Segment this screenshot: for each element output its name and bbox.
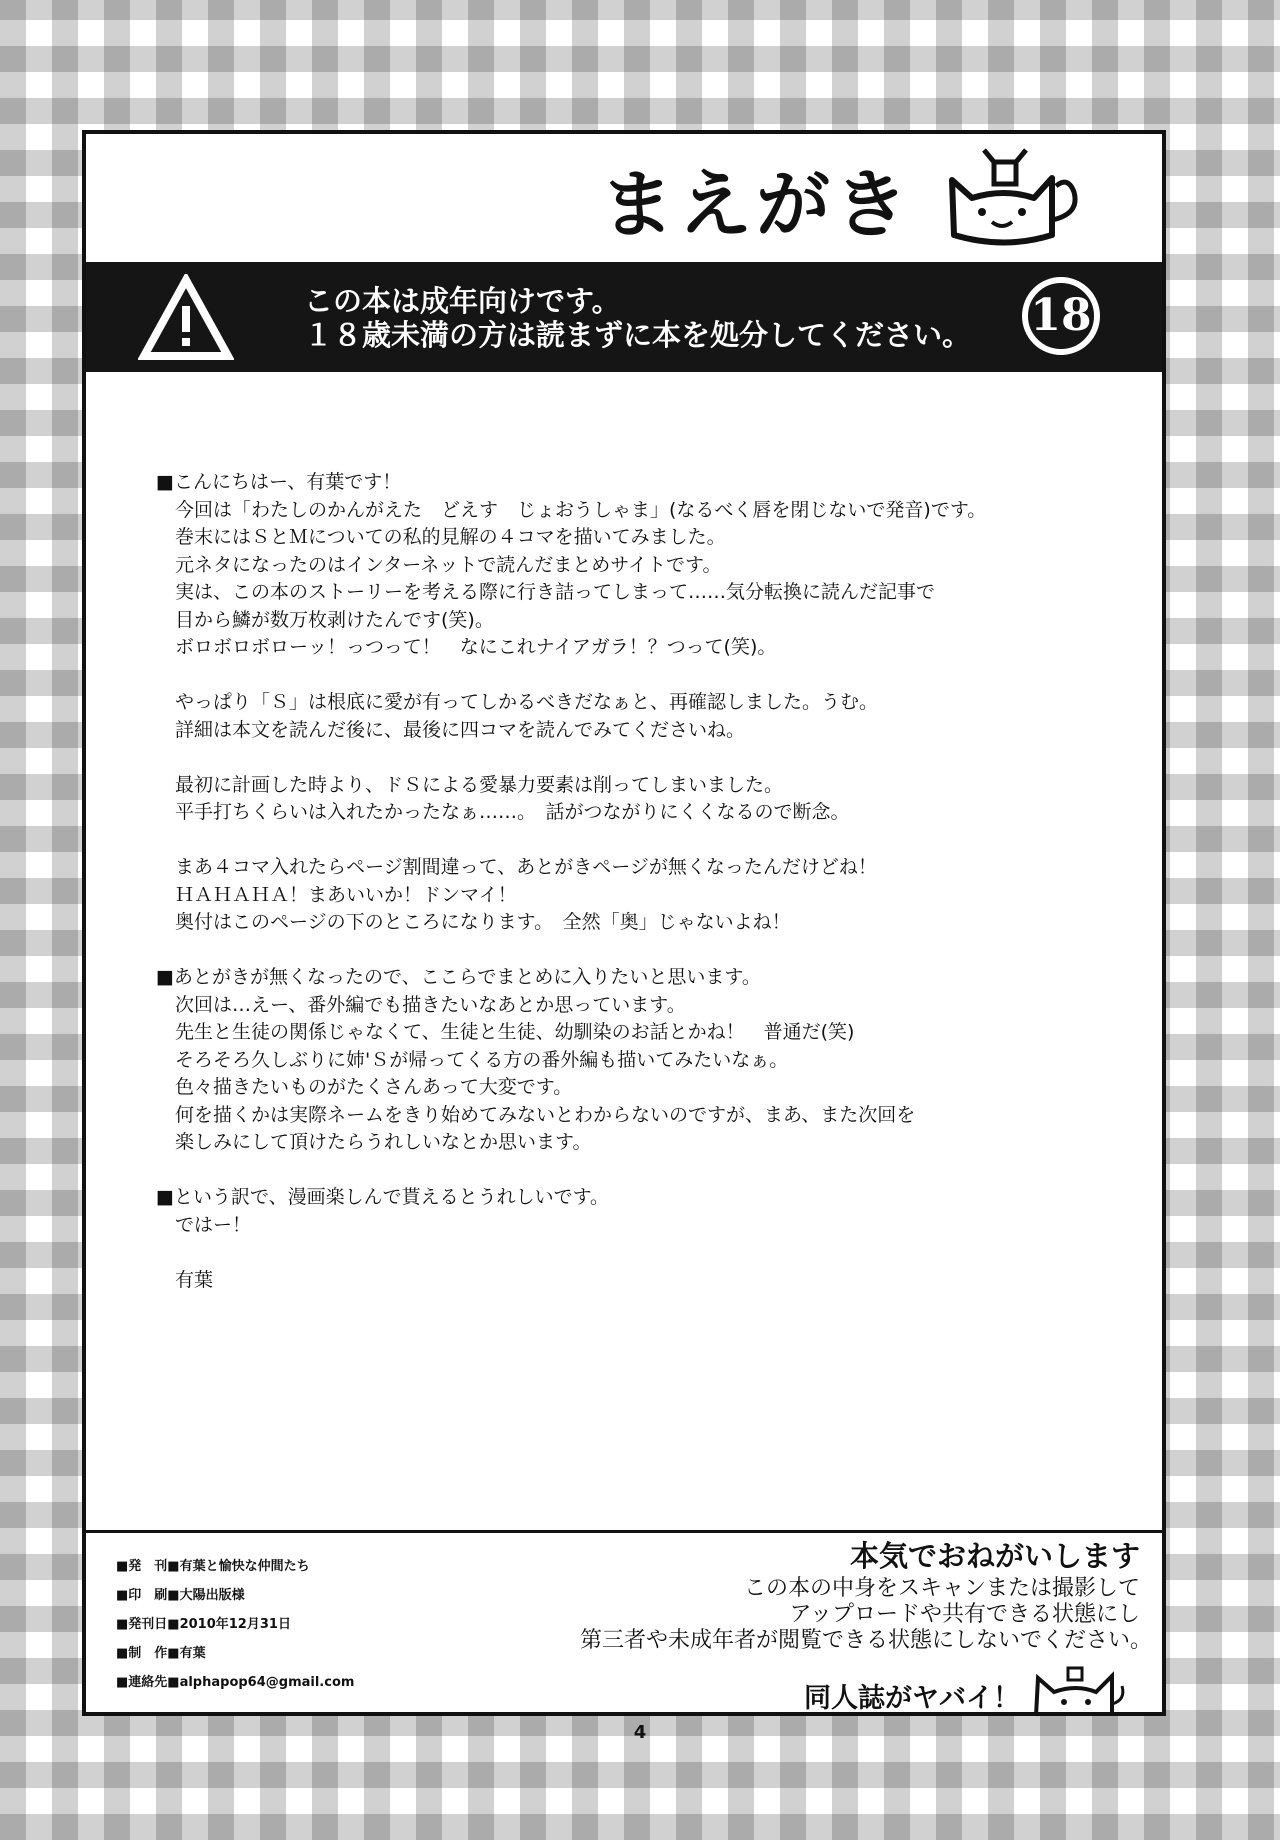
text-line: そろそろ久しぶりに姉'Ｓが帰ってくる方の番外編も描いてみたいなぁ。 — [175, 1048, 789, 1071]
text-line: 奥付はこのページの下のところになります。 全然「奥」じゃないよね！ — [175, 911, 791, 933]
warning-text — [304, 284, 971, 352]
text-line: 今回は「わたしのかんがえた どえす じょおうしゃま」(なるべく唇を閉じないで発音)です。 — [175, 498, 987, 521]
colophon-row-production: ■制 作■有葉 — [116, 1646, 206, 1661]
text-line: やっぱり「Ｓ」は根底に愛が有ってしかるべきだなぁと、再確認しました。うむ。 — [175, 691, 879, 713]
text-line: 詳細は本文を読んだ後に、最後に四コマを読んでみてくださいね。 — [175, 718, 746, 741]
text-line: ＨＡＨＡＨＡ！まあいいか！ドンマイ！ — [175, 883, 517, 906]
text-line: 実は、この本のストーリーを考える際に行き詰ってしまって……気分転換に読んだ記事で — [175, 581, 936, 603]
foreword-paragraph — [156, 469, 1116, 937]
age-18-badge: 18 — [1022, 277, 1100, 355]
text-line: ではー！ — [175, 1213, 252, 1236]
text-line: ボロボロボローッ！っつって！ なにこれナイアガラ！？つって(笑)。 — [175, 636, 777, 658]
warning-icon — [138, 274, 234, 362]
title-area — [86, 134, 1162, 262]
colophon-row-contact: ■連絡先■alphapop64@gmail.com — [116, 1675, 355, 1690]
text-line: 平手打ちくらいは入れたかったなぁ……。 話がつながりにくくなるので断念。 — [175, 801, 850, 823]
text-line: ■という訳で、漫画楽しんで貰えるとうれしいです。 — [156, 1186, 610, 1208]
foreword-paragraph — [156, 1184, 1116, 1294]
text-line: 巻末にはＳとＭについての私的見解の４コマを描いてみました。 — [175, 526, 726, 548]
blank-line — [156, 827, 1116, 855]
notice-line: アップロードや共有できる状態にし — [789, 1602, 1140, 1627]
notice-footer-text: 同人誌がヤバイ！ — [804, 1683, 1020, 1714]
notice-footer — [716, 1664, 1136, 1722]
warning-line-1: この本は成年向けです。 — [304, 284, 621, 318]
text-line: ■あとがきが無くなったので、ここらでまとめに入りたいと思います。 — [156, 966, 761, 988]
text-line: 有葉 — [175, 1268, 214, 1291]
text-line: まあ４コマ入れたらページ割間違って、あとがきページが無くなったんだけどね！ — [175, 856, 877, 878]
foreword-paragraph — [156, 964, 1116, 1157]
warning-banner — [86, 262, 1162, 372]
text-line: 目から鱗が数万枚剥けたんです(笑)。 — [175, 608, 494, 631]
text-line: 元ネタになったのはインターネットで読んだまとめサイトです。 — [175, 553, 722, 576]
warning-line-2: １８歳未満の方は読まずに本を処分してください。 — [304, 318, 972, 352]
notice-line: 第三者や未成年者が閲覧できる状態にしないでください。 — [580, 1628, 1153, 1653]
text-line: 先生と生徒の関係じゃなくて、生徒と生徒、幼馴染のお話とかね！ 普通だ(笑) — [175, 1021, 855, 1043]
cat-mascot-icon — [934, 140, 1084, 252]
copyright-notice — [580, 1536, 1153, 1654]
notice-line: この本の中身をスキャンまたは撮影して — [743, 1576, 1140, 1601]
blank-line — [156, 744, 1116, 772]
small-cat-icon — [1028, 1664, 1128, 1720]
blank-line — [156, 662, 1116, 690]
page-title: まえがき — [600, 162, 912, 248]
notice-heading: 本気でおねがいします — [849, 1539, 1140, 1573]
text-line: 色々描きたいものがたくさんあって大変です。 — [175, 1076, 573, 1098]
text-line: 何を描くかは実際ネームをきり始めてみないとわからないのですが、まあ、また次回を — [175, 1103, 916, 1126]
blank-line — [156, 1239, 1116, 1267]
colophon — [116, 1552, 354, 1697]
colophon-row-date: ■発刊日■2010年12月31日 — [116, 1617, 291, 1632]
footer-divider — [86, 1530, 1162, 1533]
text-line: 最初に計画した時より、ドＳによる愛暴力要素は削ってしまいました。 — [175, 773, 784, 796]
colophon-row-printer: ■印 刷■大陽出版様 — [116, 1588, 245, 1603]
page-frame — [82, 130, 1166, 1716]
text-line: 楽しみにして頂けたらうれしいなとか思います。 — [175, 1131, 592, 1153]
text-line: 次回は…えー、番外編でも描きたいなあとか思っています。 — [175, 993, 686, 1016]
foreword-body — [156, 469, 1116, 1322]
colophon-row-publisher: ■発 刊■有葉と愉快な仲間たち — [116, 1559, 310, 1574]
text-line: ■こんにちはー、有葉です！ — [156, 471, 402, 493]
page-number: 4 — [633, 1722, 647, 1743]
